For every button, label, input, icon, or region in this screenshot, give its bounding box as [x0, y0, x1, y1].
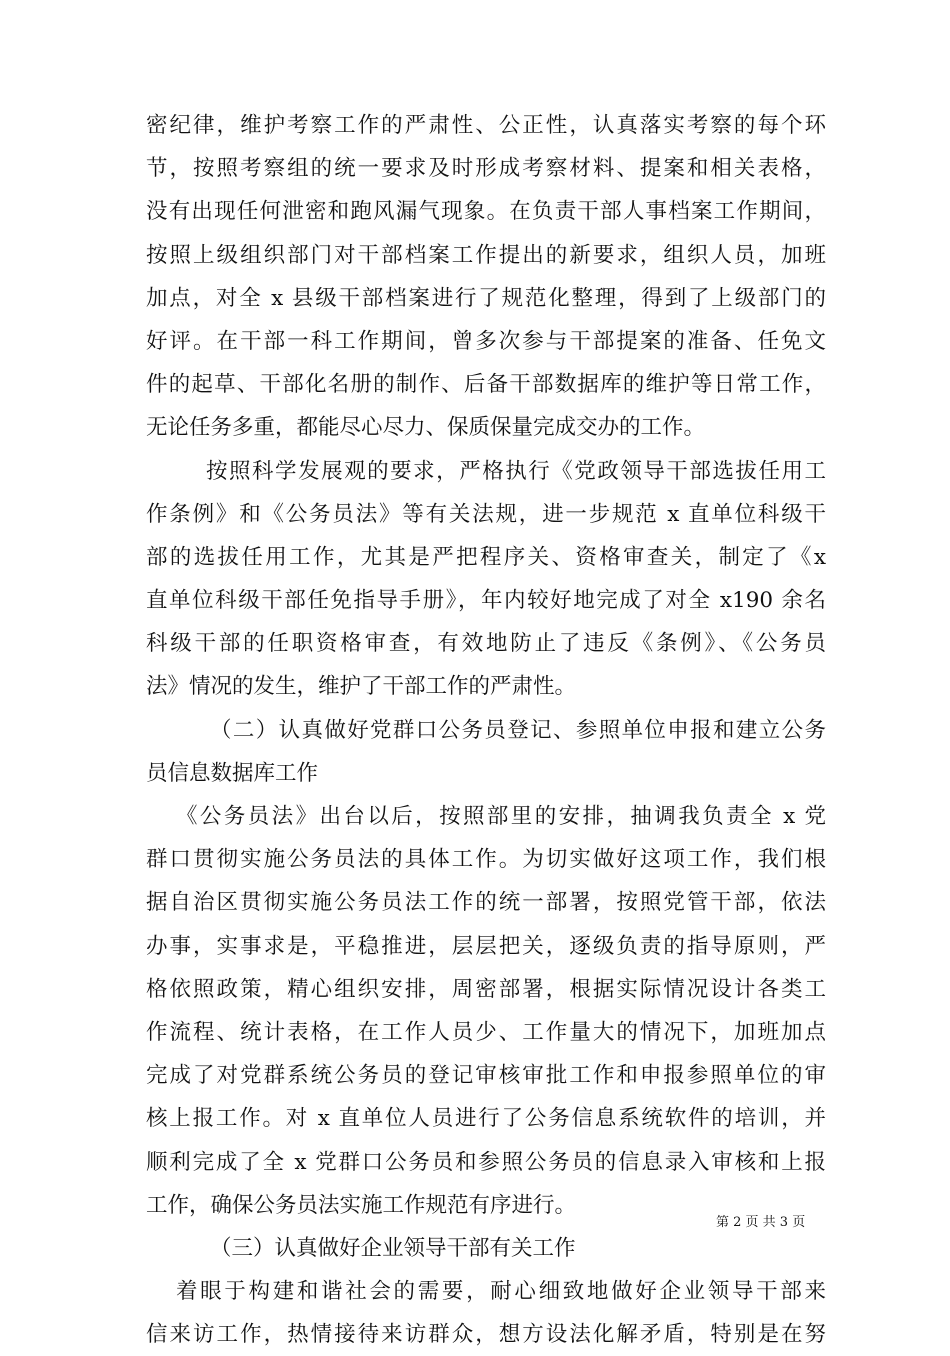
- text-line: 着眼于构建和谐社会的需要，耐心细致地做好企业领导干部来: [176, 1279, 826, 1305]
- text-line: 没有出现任何泄密和跑风漏气现象。在负责干部人事档案工作期间，: [146, 199, 826, 225]
- text-line: 完成了对党群系统公务员的登记审核审批工作和申报参照单位的审: [146, 1063, 826, 1089]
- text-line: （二）认真做好党群口公务员登记、参照单位申报和建立公务: [210, 717, 826, 743]
- text-line: 按照上级组织部门对干部档案工作提出的新要求，组织人员，加班: [146, 242, 826, 268]
- paragraph: [146, 795, 826, 1227]
- paragraph: [146, 450, 826, 709]
- paragraph: [146, 1270, 826, 1356]
- text-line: 节，按照考察组的统一要求及时形成考察材料、提案和相关表格，: [146, 156, 826, 182]
- text-line: 法》情况的发生，维护了干部工作的严肃性。: [146, 674, 577, 700]
- text-line: 作流程、统计表格，在工作人员少、工作量大的情况下，加班加点: [146, 1019, 826, 1045]
- text-line: 科级干部的任职资格审查，有效地防止了违反《条例》、《公务员: [146, 631, 826, 657]
- text-line: 好评。在干部一科工作期间，曾多次参与干部提案的准备、任免文: [146, 328, 826, 354]
- page-number: 第 2 页 共 3 页: [716, 1215, 806, 1230]
- text-line: 信来访工作，热情接待来访群众，想方设法化解矛盾，特别是在努: [146, 1322, 826, 1348]
- text-line: 格依照政策，精心组织安排，周密部署，根据实际情况设计各类工: [146, 976, 826, 1002]
- text-line: 据自治区贯彻实施公务员法工作的统一部署，按照党管干部，依法: [146, 890, 826, 916]
- section-heading: [146, 1227, 826, 1270]
- text-line: 群口贯彻实施公务员法的具体工作。为切实做好这项工作，我们根: [146, 847, 826, 873]
- paragraph: [146, 104, 826, 450]
- text-line: 部的选拔任用工作，尤其是严把程序关、资格审查关，制定了《x: [146, 544, 826, 570]
- text-line: 件的起草、干部化名册的制作、后备干部数据库的维护等日常工作，: [146, 372, 826, 398]
- text-line: 员信息数据库工作: [146, 760, 319, 786]
- text-line: 办事，实事求是，平稳推进，层层把关，逐级负责的指导原则，严: [146, 933, 826, 959]
- text-line: （三）认真做好企业领导干部有关工作: [210, 1235, 576, 1261]
- text-line: 加点，对全 x 县级干部档案进行了规范化整理，得到了上级部门的: [146, 285, 826, 311]
- text-line: 《公务员法》出台以后，按照部里的安排，抽调我负责全 x 党: [176, 804, 826, 829]
- text-line: 直单位科级干部任免指导手册》，年内较好地完成了对全 x190 余名: [146, 588, 826, 614]
- document-body: [146, 104, 826, 1356]
- text-line: 工作，确保公务员法实施工作规范有序进行。: [146, 1192, 577, 1218]
- text-line: 核上报工作。对 x 直单位人员进行了公务信息系统软件的培训，并: [146, 1106, 826, 1132]
- text-line: 顺利完成了全 x 党群口公务员和参照公务员的信息录入审核和上报: [146, 1149, 826, 1175]
- text-line: 密纪律，维护考察工作的严肃性、公正性，认真落实考察的每个环: [146, 113, 826, 138]
- section-heading: [146, 709, 826, 795]
- text-line: 按照科学发展观的要求，严格执行《党政领导干部选拔任用工: [206, 458, 826, 484]
- text-line: 无论任务多重，都能尽心尽力、保质保量完成交办的工作。: [146, 415, 706, 441]
- text-line: 作条例》和《公务员法》等有关法规，进一步规范 x 直单位科级干: [146, 501, 826, 527]
